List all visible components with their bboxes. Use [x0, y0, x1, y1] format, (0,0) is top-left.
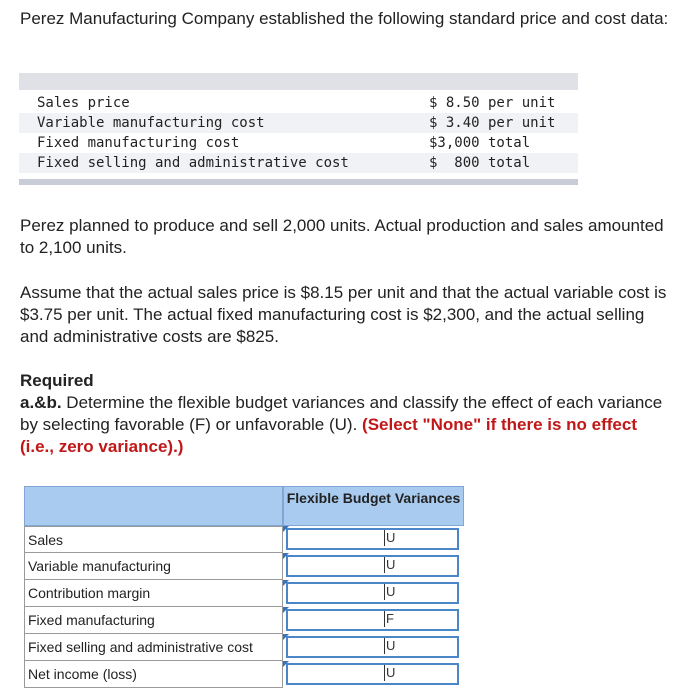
required-section [20, 370, 670, 458]
row-label: Contribution margin [24, 580, 283, 607]
input-marker-icon [283, 553, 289, 559]
variance-dropdown[interactable] [283, 634, 464, 661]
required-heading: Required [20, 371, 94, 390]
standard-data-table [19, 73, 578, 185]
dropdown-box[interactable] [286, 582, 459, 604]
variance-dropdown[interactable] [283, 580, 464, 607]
table-row [24, 634, 464, 661]
selected-value: U [386, 557, 396, 572]
input-marker-icon [283, 526, 289, 532]
data-value: $ 8.50 per unit [429, 95, 556, 111]
variance-dropdown[interactable] [283, 526, 464, 553]
plan-text: Perez planned to produce and sell 2,000 units. Actual production and sales amounted to 2,100 units. [20, 216, 664, 257]
dropdown-box[interactable] [286, 609, 459, 631]
dropdown-box[interactable] [286, 636, 459, 658]
input-marker-icon [283, 580, 289, 586]
table-row [24, 580, 464, 607]
table-top-bar [19, 73, 578, 90]
table-row [24, 661, 464, 688]
row-label: Fixed manufacturing [24, 607, 283, 634]
data-row-fixed-manufacturing [19, 133, 578, 153]
row-label: Sales [24, 526, 283, 553]
instruction-text: Determine the flexible budget variances and classify the effect of each variance by selecting favorable (F) or unfavorable (U). [20, 393, 663, 434]
actual-text: Assume that the actual sales price is $8.15 per unit and that the actual variable cost is $3.75 per unit. The actual fixed manufacturing cost is $2,300, and the actual selling and administrative costs are $825. [20, 283, 667, 346]
dropdown-box[interactable] [286, 555, 459, 577]
selected-value: U [386, 638, 396, 653]
data-row-sales-price [19, 93, 578, 113]
selected-value: U [386, 584, 396, 599]
selected-value: F [386, 611, 394, 626]
variance-dropdown[interactable] [283, 661, 464, 688]
data-label: Fixed selling and administrative cost [37, 155, 349, 171]
table-row [24, 526, 464, 553]
data-value: $ 3.40 per unit [429, 115, 556, 131]
data-label: Variable manufacturing cost [37, 115, 265, 131]
dropdown-box[interactable] [286, 528, 459, 550]
variance-dropdown[interactable] [283, 553, 464, 580]
input-marker-icon [283, 607, 289, 613]
row-label: Fixed selling and administrative cost [24, 634, 283, 661]
row-label: Variable manufacturing [24, 553, 283, 580]
selected-value: U [386, 530, 396, 545]
dropdown-box[interactable] [286, 663, 459, 685]
input-marker-icon [283, 634, 289, 640]
row-label: Net income (loss) [24, 661, 283, 688]
data-value: $3,000 total [429, 135, 531, 151]
table-header-blank [24, 486, 283, 526]
table-bottom-bar [19, 179, 578, 185]
note-text: (Select "None" if there is no effect (i.e., zero variance).) [20, 415, 638, 456]
selected-value: U [386, 665, 396, 680]
variance-dropdown[interactable] [283, 607, 464, 634]
data-value: $ 800 total [429, 155, 531, 171]
data-label: Sales price [37, 95, 130, 111]
table-row [24, 607, 464, 634]
input-marker-icon [283, 661, 289, 667]
part-label: a.&b. [20, 393, 62, 412]
table-row [24, 553, 464, 580]
data-row-variable-cost [19, 113, 578, 133]
column-header: Flexible Budget Variances [283, 486, 464, 526]
intro-text: Perez Manufacturing Company established the following standard price and cost data: [20, 9, 669, 28]
data-row-fixed-selling [19, 153, 578, 173]
data-label: Fixed manufacturing cost [37, 135, 240, 151]
